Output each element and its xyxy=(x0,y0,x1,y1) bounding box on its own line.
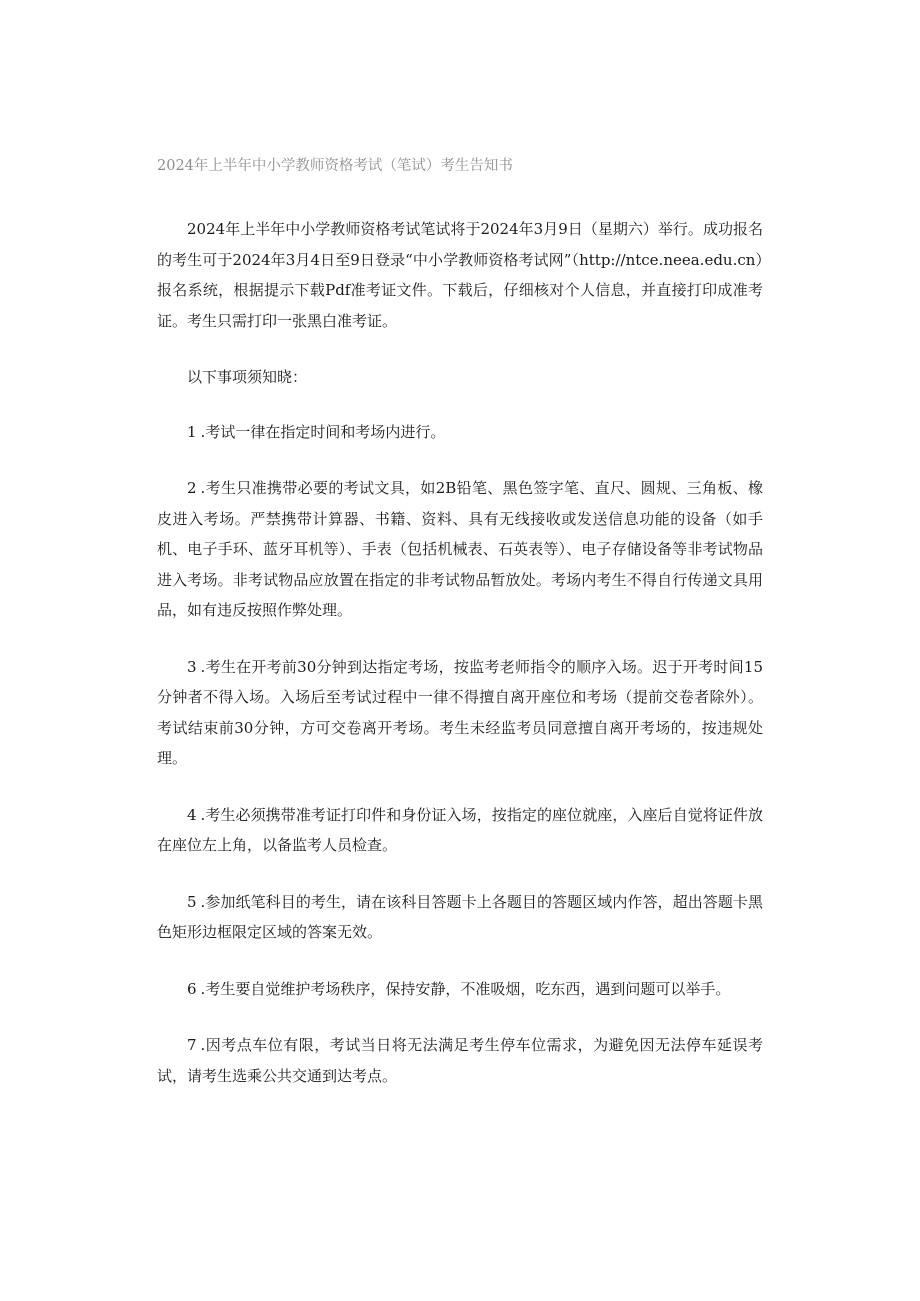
notice-item-6 xyxy=(157,974,763,1005)
item-text: .考生在开考前30分钟到达指定考场，按监考老师指令的顺序入场。迟于开考时间15分钟者不得入场。入场后至考试过程中一律不得擅自离开座位和考场（提前交卷者除外）。考试结束前30分钟，方可交卷离开考场。考生未经监考员同意擅自离开考场的，按违规处理。 xyxy=(157,657,763,767)
notice-item-1 xyxy=(157,417,763,448)
item-text: .考生要自觉维护考场秩序，保持安静，不准吸烟，吃东西，遇到问题可以举手。 xyxy=(200,979,731,998)
item-number: 7 xyxy=(187,1036,197,1054)
item-number: 4 xyxy=(187,805,197,824)
item-number: 5 xyxy=(187,892,197,911)
notice-list xyxy=(157,417,763,1092)
notice-heading: 以下事项须知晓： xyxy=(187,368,308,386)
notice-item-5 xyxy=(157,887,763,948)
notice-item-7 xyxy=(157,1030,763,1091)
item-text: .因考点车位有限，考试当日将无法满足考生停车位需求，为避免因无法停车延误考试，请考生选乘公共交通到达考点。 xyxy=(157,1036,763,1085)
item-number: 1 xyxy=(187,422,197,441)
item-number: 2 xyxy=(187,479,197,497)
notice-item-3 xyxy=(157,652,763,774)
item-number: 3 xyxy=(187,657,197,676)
item-number: 6 xyxy=(187,979,197,998)
intro-paragraph: 2024年上半年中小学教师资格考试笔试将于2024年3月9日（星期六）举行。成功报名的考生可于2024年3月4日至9日登录“中小学教师资格考试网”（http://ntce.neea.edu.cn）报名系统，根据提示下载Pdf准考证文件。下载后，仔细核对个人信息，并直接打印成准考证。考生只需打印一张黑白准考证。 xyxy=(157,220,763,330)
item-text: .考生必须携带准考证打印件和身份证入场，按指定的座位就座，入座后自觉将证件放在座位左上角，以备监考人员检查。 xyxy=(157,805,763,854)
notice-item-4 xyxy=(157,800,763,861)
item-text: .考试一律在指定时间和考场内进行。 xyxy=(200,422,446,441)
item-text: .考生只准携带必要的考试文具，如2B铅笔、黑色签字笔、直尺、圆规、三角板、橡皮进入考场。严禁携带计算器、书籍、资料、具有无线接收或发送信息功能的设备（如手机、电子手环、蓝牙耳机等）、手表（包括机械表、石英表等）、电子存储设备等非考试物品进入考场。非考试物品应放置在指定的非考试物品暂放处。考场内考生不得自行传递文具用品，如有违反按照作弊处理。 xyxy=(157,479,763,619)
document-body xyxy=(157,152,763,1117)
notice-item-2 xyxy=(157,473,763,626)
item-text: .参加纸笔科目的考生，请在该科目答题卡上各题目的答题区域内作答，超出答题卡黑色矩形边框限定区域的答案无效。 xyxy=(157,892,763,941)
document-title: 2024年上半年中小学教师资格考试（笔试）考生告知书 xyxy=(157,158,513,174)
